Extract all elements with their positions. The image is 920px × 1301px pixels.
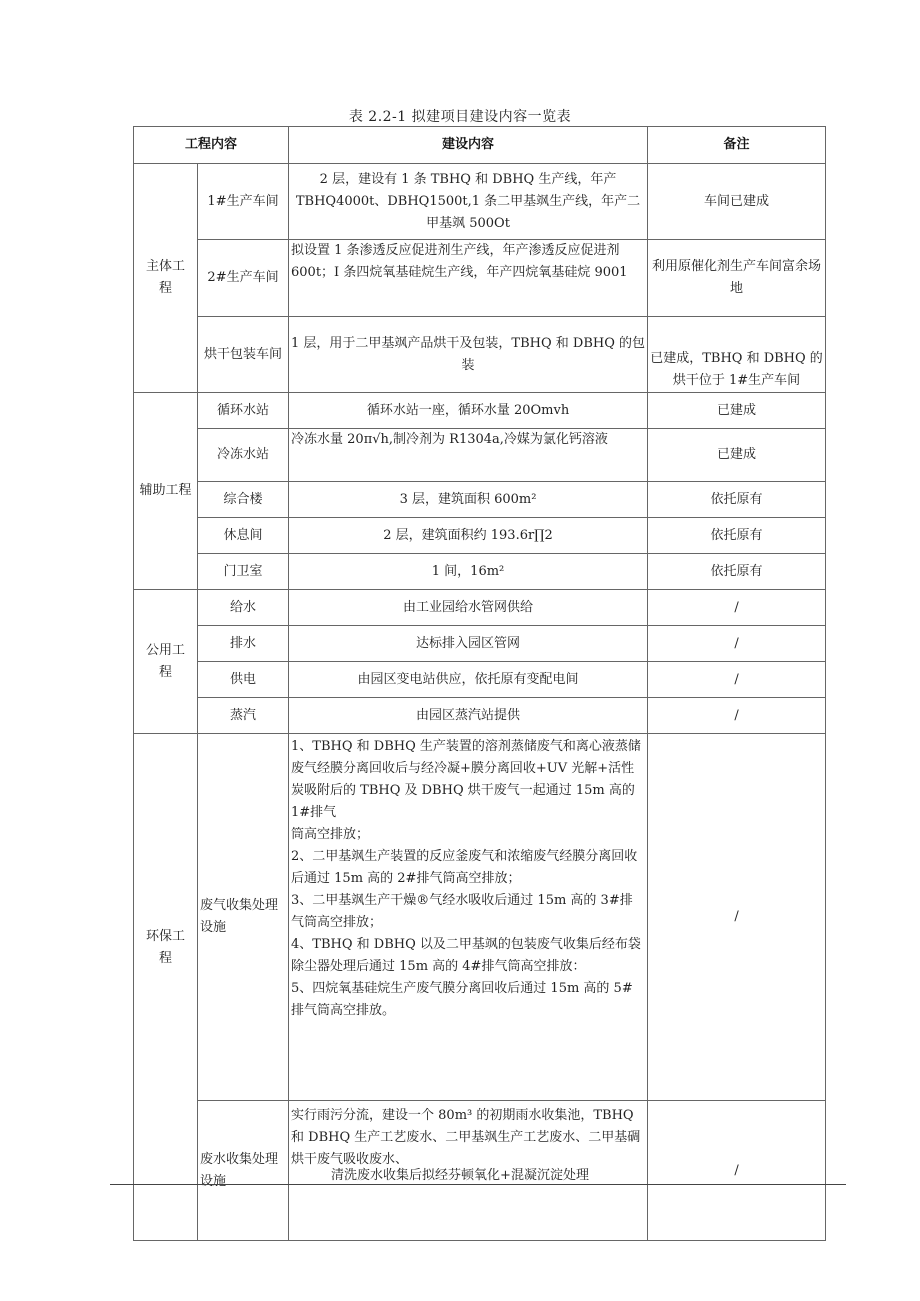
header-note: 备注: [648, 127, 826, 164]
table-row: [134, 698, 826, 734]
item-name: 冷冻水站: [198, 429, 289, 482]
item-note: /: [648, 1101, 826, 1241]
item-name: 排水: [198, 626, 289, 662]
table-row: [134, 482, 826, 518]
item-note: /: [648, 698, 826, 734]
table-row: [134, 164, 826, 240]
item-content: 由园区变电站供应，依托原有变配电间: [289, 662, 648, 698]
table-caption: 表 2.2-1 拟建项目建设内容一览表: [348, 109, 572, 125]
item-content: 1 层，用于二甲基飒产品烘干及包装，TBHQ 和 DBHQ 的包装: [289, 317, 648, 393]
item-name: 2#生产车间: [198, 240, 289, 317]
item-content: 3 层，建筑面积 600m²: [289, 482, 648, 518]
item-note: 已建成: [648, 429, 826, 482]
content-line: 5、四烷氧基硅烷生产废气膜分离回收后通过 15m 高的 5#排气筒高空排放。: [291, 981, 633, 1018]
item-note: /: [648, 662, 826, 698]
category-aux: 辅助工程: [134, 393, 198, 590]
category-public: 公用工 程: [134, 590, 198, 734]
item-name: 废水收集处理设施: [198, 1101, 289, 1241]
header-project: 工程内容: [134, 127, 289, 164]
item-name: 1#生产车间: [198, 164, 289, 240]
item-name: 废气收集处理设施: [198, 734, 289, 1101]
content-line: 2、二甲基飒生产装置的反应釜废气和浓缩废气经膜分离回收后通过 15m 高的 2#排气筒高空排放；: [291, 849, 638, 886]
table-row: [134, 662, 826, 698]
item-content: 循环水站一座，循环水量 20Omvh: [289, 393, 648, 429]
item-note: 已建成: [648, 393, 826, 429]
category-main: 主体工 程: [134, 164, 198, 393]
content-line: 1、TBHQ 和 DBHQ 生产装置的溶剂蒸储废气和离心液蒸储废气经膜分离回收后与经冷凝+膜分离回收+UV 光解+活性炭吸附后的 TBHQ 及 DBHQ 烘干废气一起通过 15m 高的 1#排气: [291, 739, 641, 820]
content-line: 3、二甲基飒生产干燥®气经水吸收后通过 15m 高的 3#排气筒高空排放；: [291, 893, 633, 930]
table-row: [134, 590, 826, 626]
item-content: 1 间，16m²: [289, 554, 648, 590]
content-line: 4、TBHQ 和 DBHQ 以及二甲基飒的包装废气收集后经布袋除尘器处理后通过 15m 高的 4#排气筒高空排放：: [291, 937, 641, 974]
item-content: 冷冻水量 20π√h,制冷剂为 R1304a,冷媒为氯化钙溶液: [289, 429, 648, 482]
header-content: 建设内容: [289, 127, 648, 164]
item-name: 综合楼: [198, 482, 289, 518]
item-content: 2 层，建筑面积约 193.6r∏2: [289, 518, 648, 554]
table-row: [134, 518, 826, 554]
table-row: [134, 317, 826, 393]
table-row: [134, 429, 826, 482]
table-row: [134, 393, 826, 429]
item-note: 依托原有: [648, 482, 826, 518]
item-name: 给水: [198, 590, 289, 626]
item-name: 供电: [198, 662, 289, 698]
item-content: 由工业园给水管网供给: [289, 590, 648, 626]
continued-text: 清洗废水收集后拟经芬顿氧化+混凝沉淀处理: [331, 1168, 589, 1183]
item-note: 利用原催化剂生产车间富余场地: [648, 240, 826, 317]
item-content: [289, 734, 648, 1101]
item-note: 依托原有: [648, 518, 826, 554]
item-name: 蒸汽: [198, 698, 289, 734]
item-content: 由园区蒸汽站提供: [289, 698, 648, 734]
table-row: [134, 554, 826, 590]
item-note: /: [648, 590, 826, 626]
item-name: 休息间: [198, 518, 289, 554]
table-row: [134, 626, 826, 662]
item-content: 拟设置 1 条渗透反应促进剂生产线，年产渗透反应促进剂 600t；I 条四烷氧基硅烷生产线，年产四烷氧基硅烷 9001: [289, 240, 648, 317]
item-content: 2 层，建设有 1 条 TBHQ 和 DBHQ 生产线，年产 TBHQ4000t、DBHQ1500t,1 条二甲基飒生产线，年产二甲基飒 500Ot: [289, 164, 648, 240]
item-note: /: [648, 626, 826, 662]
item-content: 达标排入园区管网: [289, 626, 648, 662]
item-note: /: [648, 734, 826, 1101]
page-bottom-rule: [110, 1184, 846, 1185]
item-note: 已建成，TBHQ 和 DBHQ 的烘干位于 1#生产车间: [648, 317, 826, 393]
item-note: 车间已建成: [648, 164, 826, 240]
item-note: 依托原有: [648, 554, 826, 590]
category-env: 环保工 程: [134, 734, 198, 1241]
item-name: 循环水站: [198, 393, 289, 429]
table-row: [134, 734, 826, 1101]
table-row: [134, 240, 826, 317]
item-name: 烘干包装车间: [198, 317, 289, 393]
item-content: 实行雨污分流，建设一个 80m³ 的初期雨水收集池，TBHQ 和 DBHQ 生产工艺废水、二甲基飒生产工艺废水、二甲基碉烘干废气吸收废水、: [289, 1101, 648, 1241]
item-name: 门卫室: [198, 554, 289, 590]
content-line: 筒高空排放；: [291, 827, 370, 842]
